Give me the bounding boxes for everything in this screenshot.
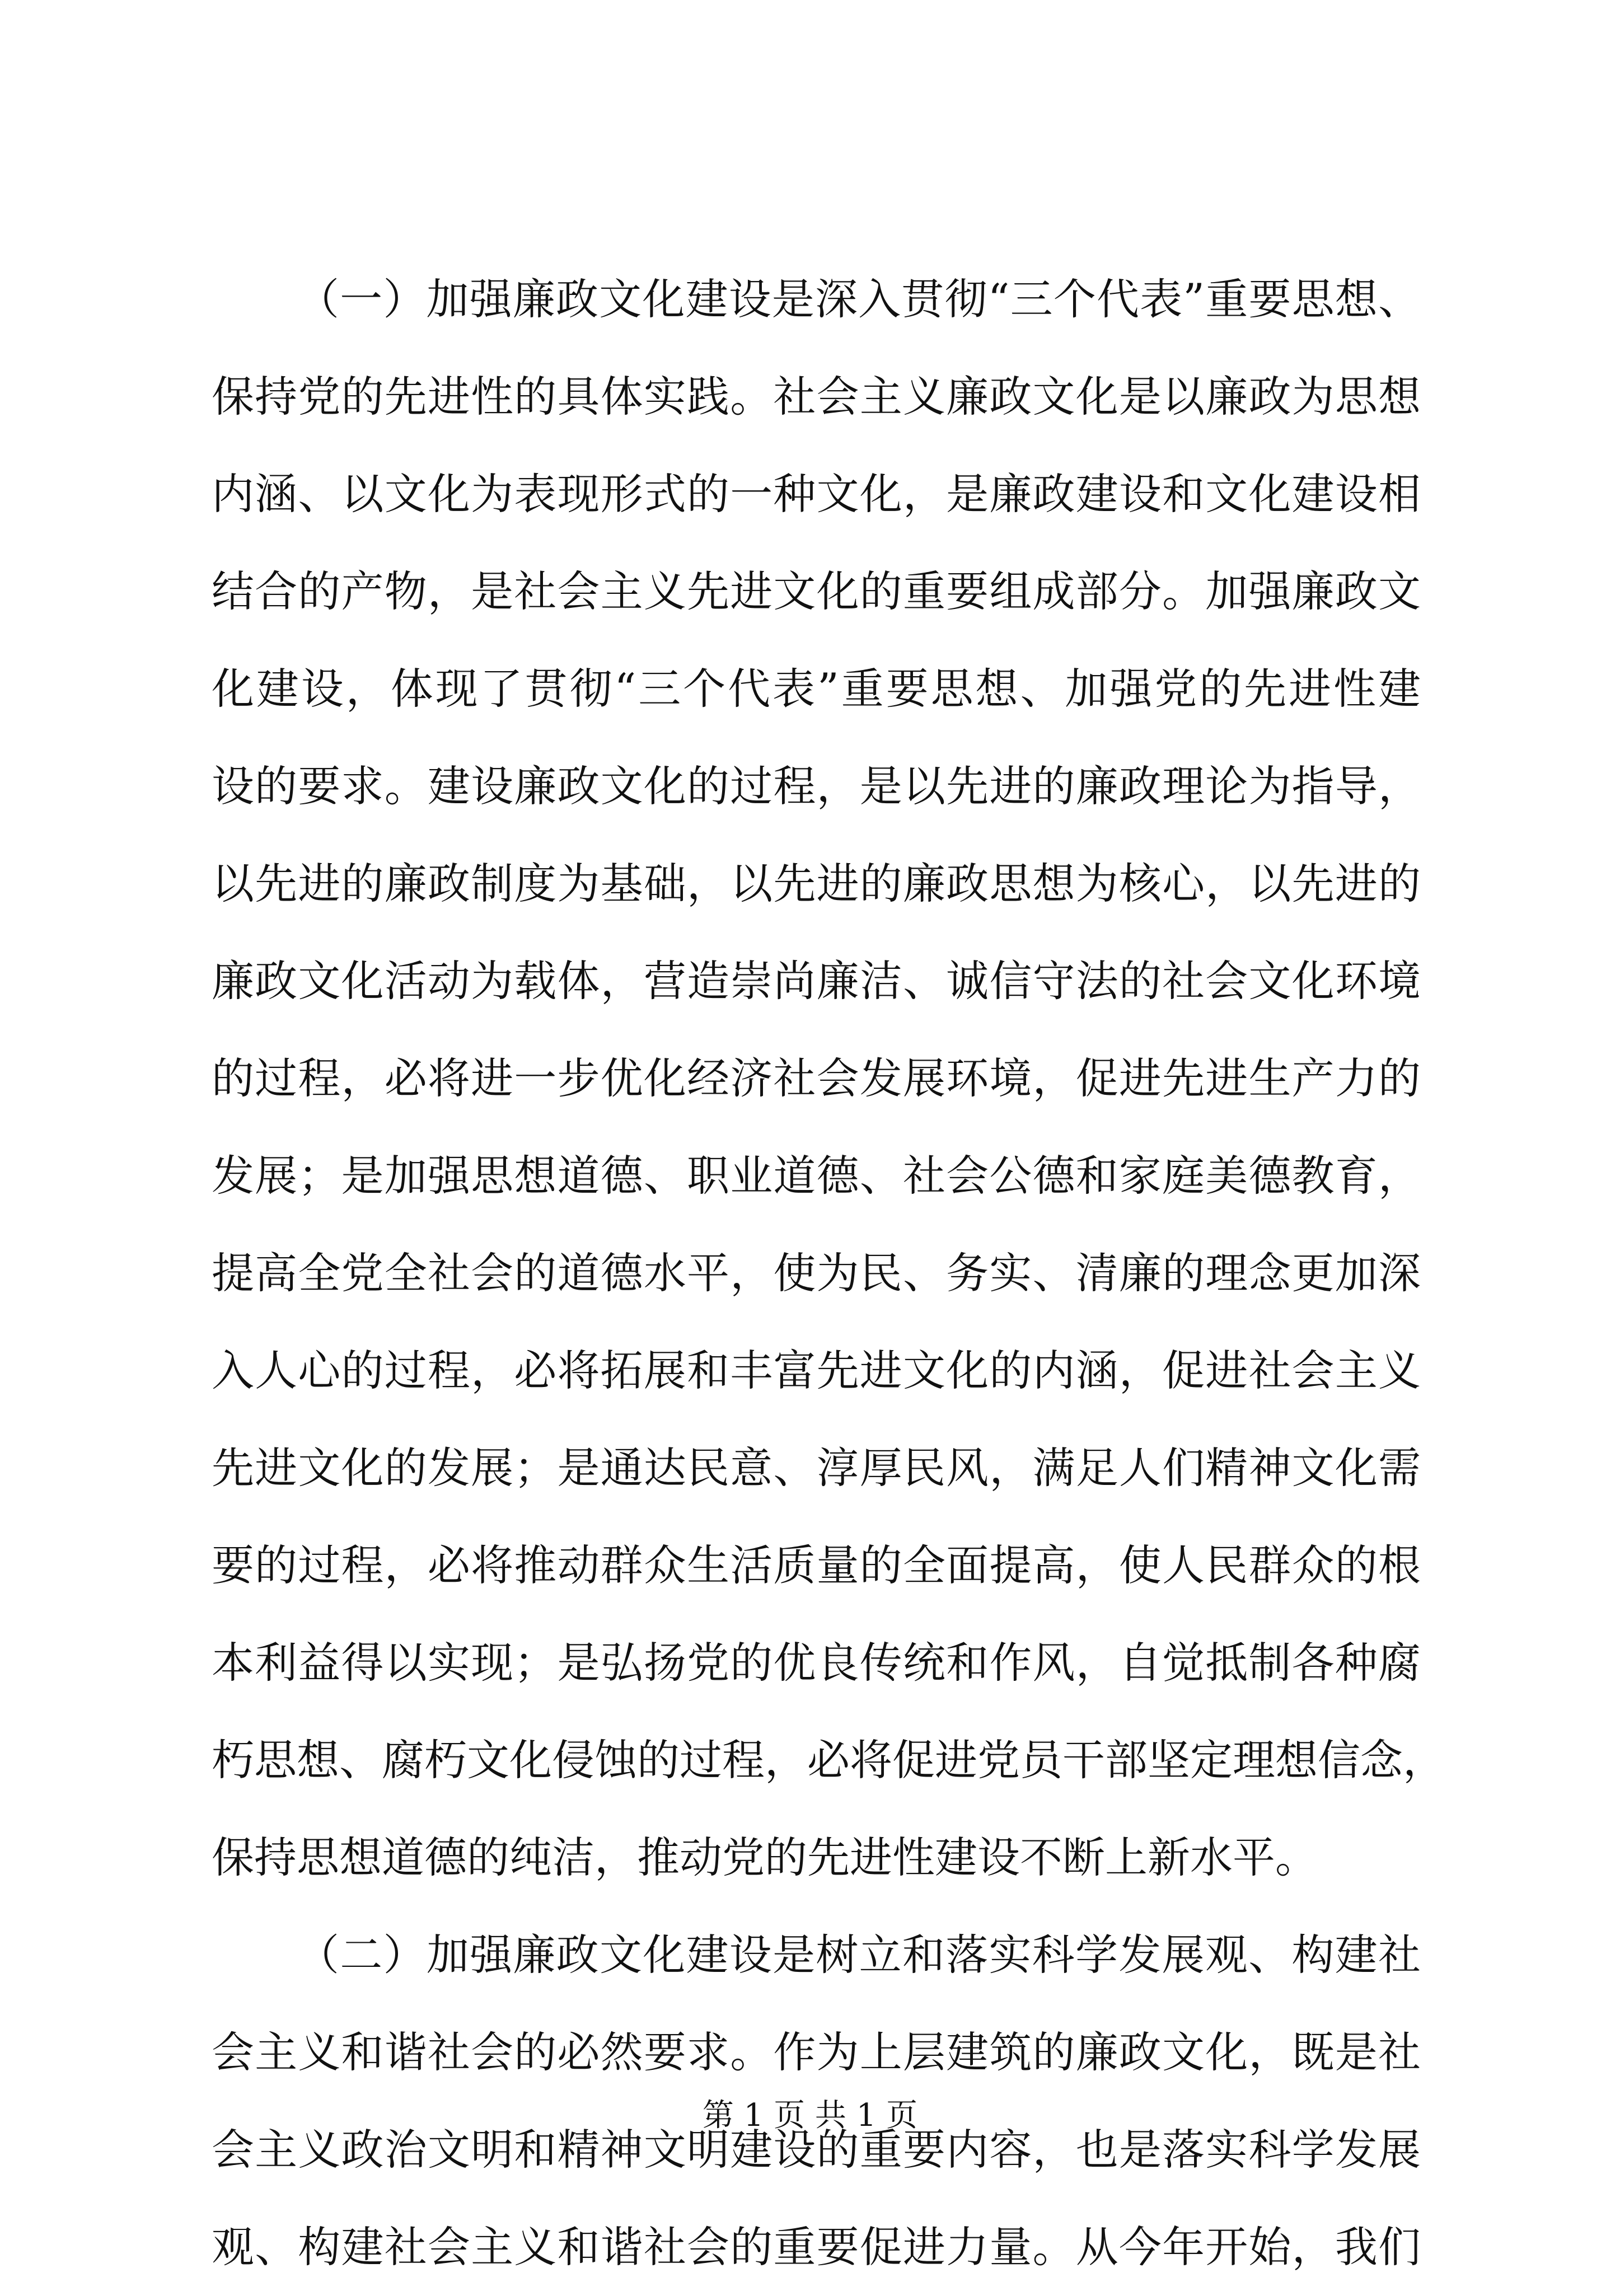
page-number-label: 第 1 页 共 1 页 (702, 2097, 918, 2134)
text-line: 内涵、以文化为表现形式的一种文化，是廉政建设和文化建设相 (212, 469, 1421, 519)
text-line: （二）加强廉政文化建设是树立和落实科学发展观、构建社 (297, 1930, 1421, 1980)
document-body (212, 251, 1445, 2296)
text-line: （一）加强廉政文化建设是深入贯彻“三个代表”重要思想、 (297, 274, 1421, 324)
text-line: 以先进的廉政制度为基础，以先进的廉政思想为核心，以先进的 (212, 859, 1421, 908)
text-line: 保持党的先进性的具体实践。社会主义廉政文化是以廉政为思想 (212, 372, 1421, 421)
text-line: 保持思想道德的纯洁，推动党的先进性建设不断上新水平。 (212, 1833, 1318, 1882)
text-line: 结合的产物，是社会主义先进文化的重要组成部分。加强廉政文 (212, 566, 1421, 616)
paragraph-1 (212, 251, 1445, 1906)
text-line: 化建设，体现了贯彻“三个代表”重要思想、加强党的先进性建 (212, 664, 1421, 714)
text-line: 本利益得以实现；是弘扬党的优良传统和作风，自觉抵制各种腐 (212, 1638, 1421, 1688)
text-line: 设的要求。建设廉政文化的过程，是以先进的廉政理论为指导， (212, 761, 1421, 811)
text-line: 的过程，必将进一步优化经济社会发展环境，促进先进生产力的 (212, 1053, 1421, 1103)
text-line: 要的过程，必将推动群众生活质量的全面提高，使人民群众的根 (212, 1540, 1421, 1590)
page-footer (0, 2093, 1620, 2138)
text-line: 提高全党全社会的道德水平，使为民、务实、清廉的理念更加深 (212, 1248, 1421, 1298)
text-line: 入人心的过程，必将拓展和丰富先进文化的内涵，促进社会主义 (212, 1346, 1421, 1395)
text-line: 朽思想、腐朽文化侵蚀的过程，必将促进党员干部坚定理想信念， (212, 1735, 1445, 1785)
text-line: 观、构建社会主义和谐社会的重要促进力量。从今年开始，我们 (212, 2222, 1421, 2272)
text-line: 会主义政治文明和精神文明建设的重要内容，也是落实科学发展 (212, 2125, 1421, 2175)
text-line: 廉政文化活动为载体，营造崇尚廉洁、诚信守法的社会文化环境 (212, 956, 1421, 1006)
text-line: 会主义和谐社会的必然要求。作为上层建筑的廉政文化，既是社 (212, 2027, 1421, 2077)
text-line: 先进文化的发展；是通达民意、淳厚民风，满足人们精神文化需 (212, 1443, 1421, 1493)
text-line: 发展；是加强思想道德、职业道德、社会公德和家庭美德教育， (212, 1151, 1421, 1201)
